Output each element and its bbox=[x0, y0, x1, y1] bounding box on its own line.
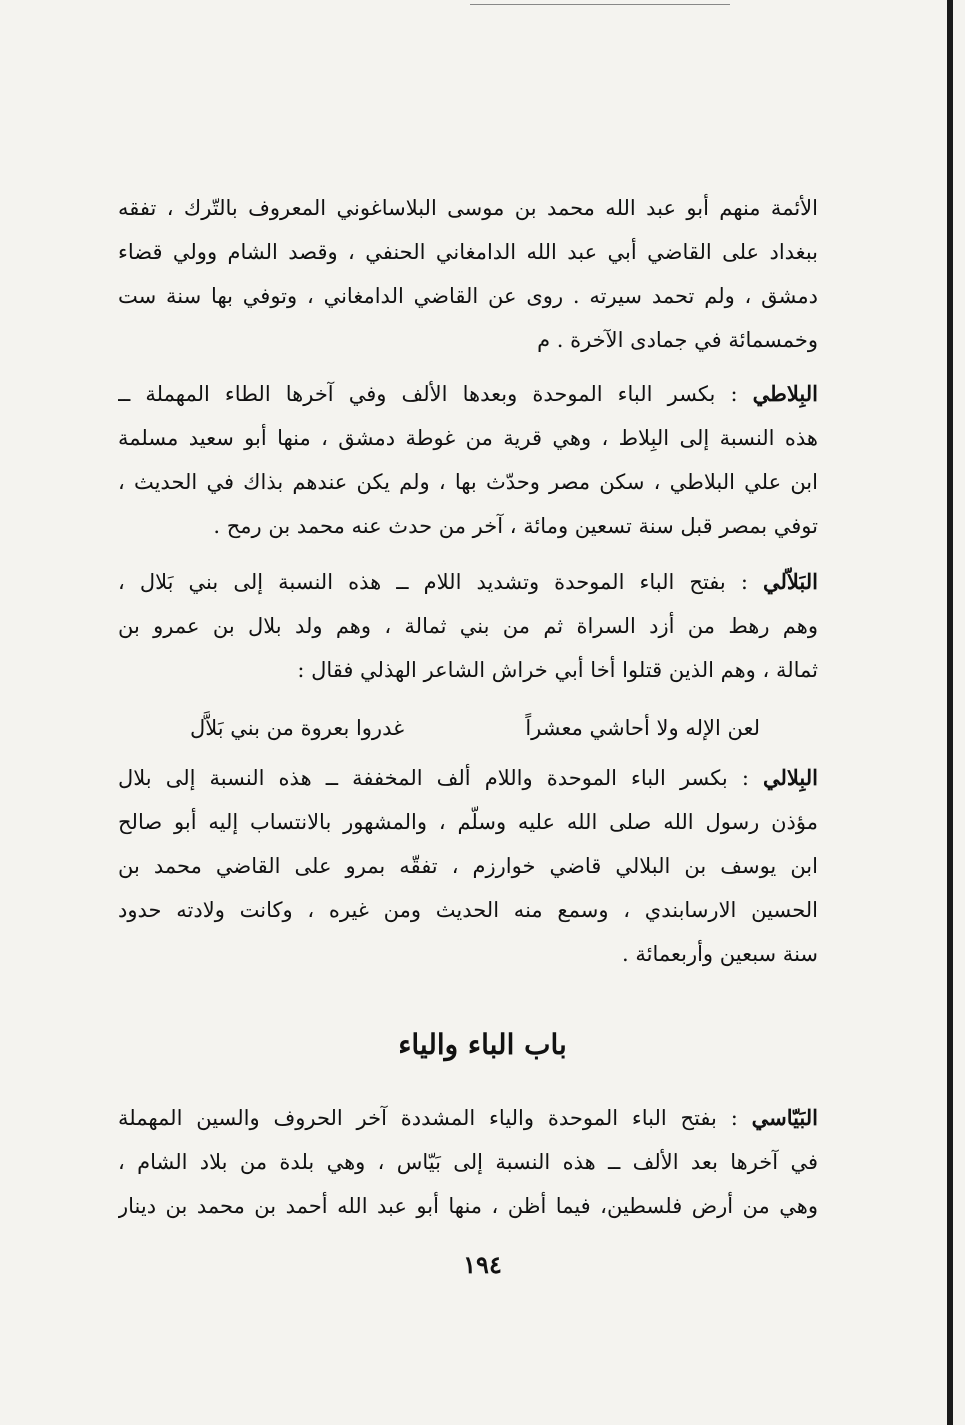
text-line: مؤذن رسول الله صلى الله عليه وسلّم ، والمشهور بالانتساب إليه أبو صالح bbox=[118, 810, 818, 834]
entry-heading: البِلاطي bbox=[752, 381, 818, 406]
entry-heading: البَيّاسي bbox=[751, 1105, 818, 1130]
entry-text: : بكسر الباء الموحدة واللام ألف المخففة ــ هذه النسبة إلى بلال bbox=[118, 766, 763, 790]
entry-bayyasi bbox=[118, 1096, 818, 1228]
entry-balati bbox=[118, 372, 818, 548]
page-number: ١٩٤ bbox=[463, 1250, 502, 1279]
text-line: وخمسمائة في جمادى الآخرة . م bbox=[537, 328, 818, 352]
text-line: دمشق ، ولم تحمد سيرته . روى عن القاضي الدامغاني ، وتوفي بها سنة ست bbox=[118, 284, 818, 308]
text-line: ابن يوسف بن البلالي قاضي خوارزم ، تفقّه بمرو على القاضي محمد بن bbox=[118, 854, 818, 878]
entry-text: : بفتح الباء الموحدة وتشديد اللام ــ هذه النسبة إلى بني بَلال ، bbox=[118, 570, 763, 594]
entry-bilali bbox=[118, 756, 818, 976]
text-line: توفي بمصر قبل سنة تسعين ومائة ، آخر من حدث عنه محمد بن رمح . bbox=[213, 514, 818, 538]
entry-first-line bbox=[118, 372, 818, 416]
entry-text: : بفتح الباء الموحدة والياء المشددة آخر الحروف والسين المهملة bbox=[118, 1106, 752, 1130]
entry-text: : بكسر الباء الموحدة وبعدها الألف وفي آخرها الطاء المهملة ــ bbox=[118, 382, 753, 406]
text-line: وهي من أرض فلسطين، فيما أظن ، منها أبو عبد الله أحمد بن محمد بن دينار bbox=[118, 1194, 818, 1218]
text-line: سنة سبعين وأربعمائة . bbox=[621, 942, 818, 966]
verse-hemistich-first: لعن الإله ولا أحاشي معشراً bbox=[525, 716, 760, 740]
entry-first-line bbox=[118, 560, 818, 604]
top-rule bbox=[470, 4, 730, 5]
chapter-title: باب الباء والياء bbox=[398, 1028, 567, 1061]
text-line: الأئمة منهم أبو عبد الله محمد بن موسى البلاساغوني المعروف بالتّرك ، تفقه bbox=[118, 196, 818, 220]
text-line: ابن علي البلاطي ، سكن مصر وحدّث بها ، ولم يكن عندهم بذاك في الحديث ، bbox=[118, 470, 818, 494]
entry-heading: البِلالي bbox=[762, 765, 818, 790]
entry-ballali bbox=[118, 560, 818, 692]
page-edge-shadow bbox=[947, 0, 953, 1425]
entry-heading: البَلاّلي bbox=[762, 569, 818, 594]
text-line: في آخرها بعد الألف ــ هذه النسبة إلى بَيّاس ، وهي بلدة من بلاد الشام ، bbox=[118, 1150, 818, 1174]
text-line: الحسين الارسابندي ، وسمع منه الحديث ومن غيره ، وكانت ولادته حدود bbox=[118, 898, 818, 922]
paragraph-intro bbox=[118, 186, 818, 362]
text-line: ببغداد على القاضي أبي عبد الله الدامغاني الحنفي ، وقصد الشام وولي قضاء bbox=[118, 240, 818, 264]
text-line: وهم رهط من أزد السراة ثم من بني ثمالة ، وهم ولد بلال بن عمرو بن bbox=[118, 614, 818, 638]
text-line: هذه النسبة إلى البِلاط ، وهي قرية من غوطة دمشق ، منها أبو سعيد مسلمة bbox=[118, 426, 818, 450]
text-line: ثمالة ، وهم الذين قتلوا أخا أبي خراش الشاعر الهذلي فقال : bbox=[297, 658, 818, 682]
entry-first-line bbox=[118, 1096, 818, 1140]
entry-first-line bbox=[118, 756, 818, 800]
poem-verse bbox=[190, 706, 760, 750]
verse-hemistich-second: غدروا بعروة من بني بَلاَّل bbox=[190, 716, 405, 740]
